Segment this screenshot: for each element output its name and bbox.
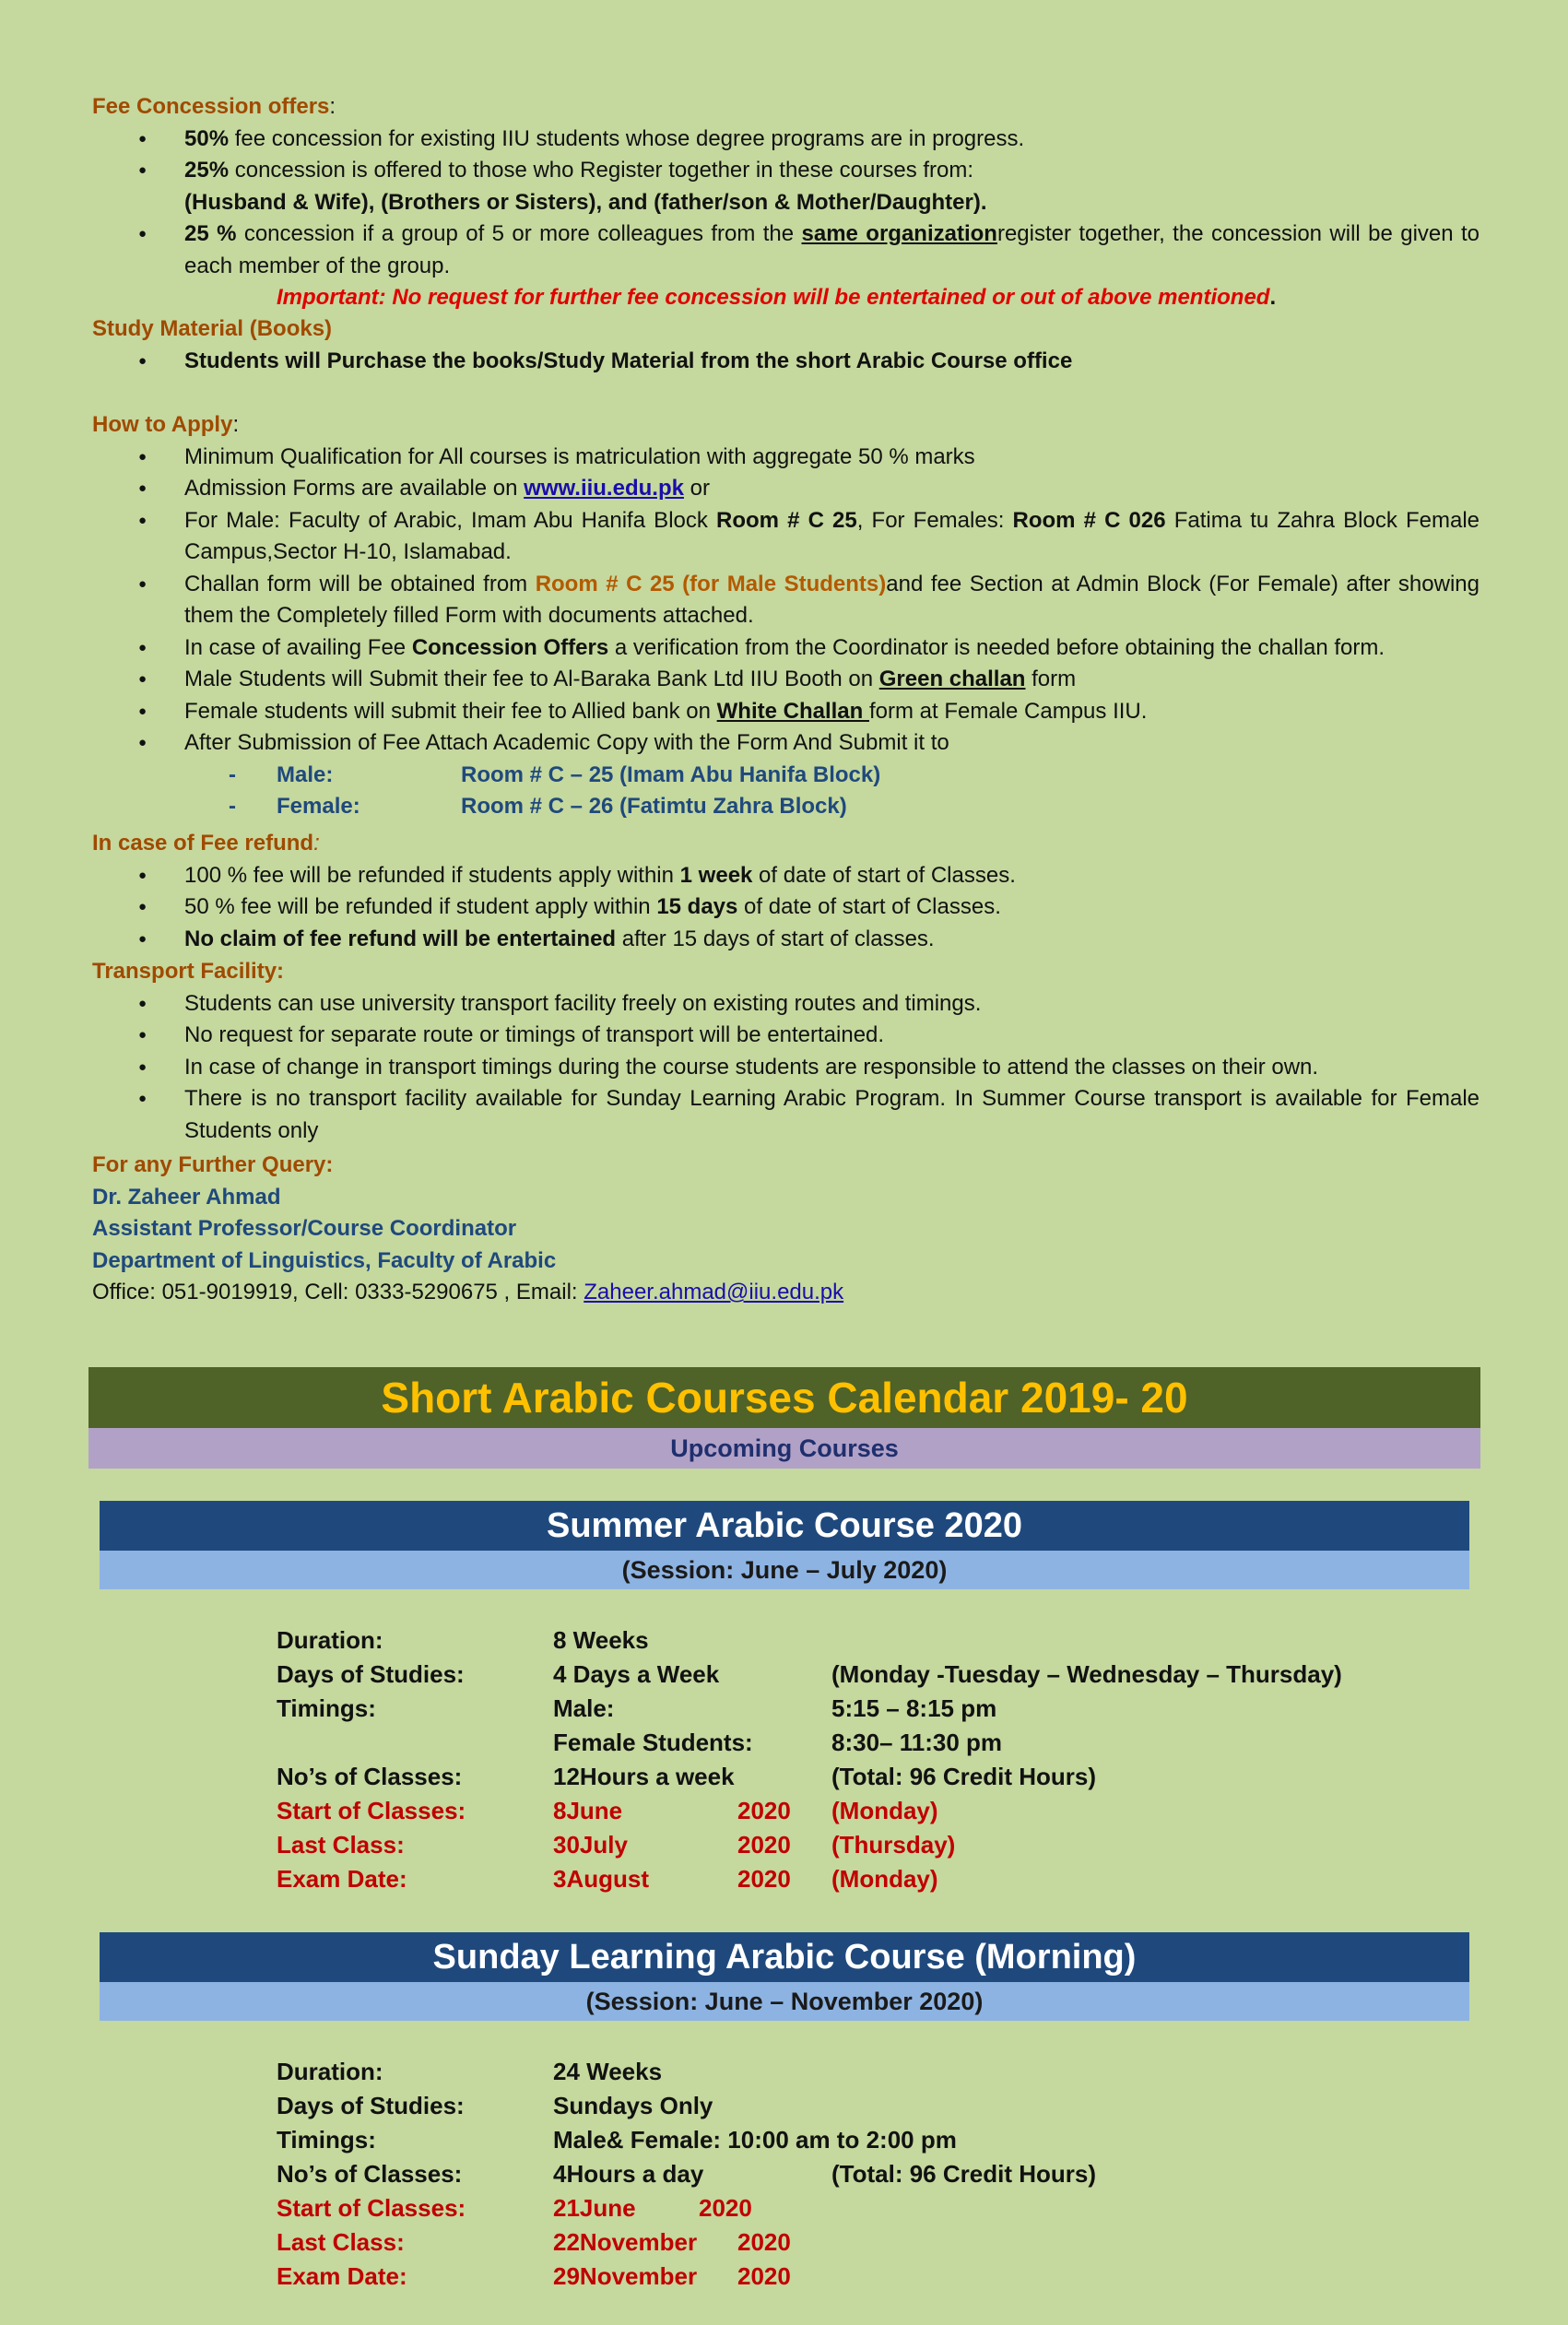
important-note: Important: No request for further fee concession will be entertained or out of above mentioned. bbox=[277, 285, 1277, 310]
summer-course-title: Summer Arabic Course 2020 bbox=[100, 1501, 1469, 1551]
how-to-apply-header: How to Apply: bbox=[92, 412, 240, 437]
calendar-subtitle: Upcoming Courses bbox=[88, 1428, 1480, 1469]
contact-header: For any Further Query: bbox=[92, 1152, 334, 1177]
list-item: ● Challan form will be obtained from Room # C 25 (for Male Students)and fee Section at Admin Block (For Female) after showing them the Completely filled Form with documents attached. bbox=[92, 569, 1480, 632]
list-item: ● After Submission of Fee Attach Academic Copy with the Form And Submit it to bbox=[92, 727, 1480, 760]
summer-course-details bbox=[277, 1623, 1475, 1896]
fee-refund-section bbox=[92, 828, 1480, 955]
list-item: ● Male Students will Submit their fee to Al-Baraka Bank Ltd IIU Booth on Green challan form bbox=[92, 664, 1480, 696]
sunday-course-title: Sunday Learning Arabic Course (Morning) bbox=[100, 1932, 1469, 1982]
detail-row: No’s of Classes: 4Hours a day (Total: 96 Credit Hours) bbox=[277, 2160, 1096, 2188]
contact-section bbox=[92, 1150, 1480, 1309]
list-item: ● 25 % concession if a group of 5 or more colleagues from the same organizationregister together, the concession will be given to each member of the group. bbox=[92, 218, 1480, 282]
fee-refund-header: In case of Fee refund: bbox=[92, 831, 320, 856]
detail-row: Start of Classes: 8June 2020 (Monday) bbox=[277, 1797, 938, 1824]
list-item: ● For Male: Faculty of Arabic, Imam Abu Hanifa Block Room # C 25, For Females: Room # C 026 Fatima tu Zahra Block Female Campus,Sector H-10, Islamabad. bbox=[92, 505, 1480, 569]
list-item: ● In case of change in transport timings during the course students are responsible to attend the classes on their own. bbox=[92, 1052, 1480, 1084]
detail-row: Duration: 8 Weeks bbox=[277, 1626, 649, 1654]
how-to-apply-section bbox=[92, 409, 1480, 823]
list-item: ● There is no transport facility available for Sunday Learning Arabic Program. In Summer Course transport is available for Female Students only bbox=[92, 1083, 1480, 1147]
calendar-banner bbox=[88, 1367, 1480, 1469]
list-item: ● Students will Purchase the books/Study Material from the short Arabic Course office bbox=[92, 346, 1480, 378]
detail-row: No’s of Classes: 12Hours a week (Total: 96 Credit Hours) bbox=[277, 1763, 1096, 1790]
detail-row: Duration: 24 Weeks bbox=[277, 2058, 663, 2085]
detail-row: Exam Date: 29November 2020 bbox=[277, 2262, 791, 2290]
detail-row: Timings: Male: 5:15 – 8:15 pm bbox=[277, 1694, 997, 1722]
study-material-header: Study Material (Books) bbox=[92, 316, 333, 341]
contact-office: Office: 051-9019919, Cell: 0333-5290675 , Email: Zaheer.ahmad@iiu.edu.pk bbox=[92, 1280, 844, 1304]
contact-department: Department of Linguistics, Faculty of Arabic bbox=[92, 1247, 557, 1273]
contact-title: Assistant Professor/Course Coordinator bbox=[92, 1216, 517, 1241]
detail-row: Last Class: 30July 2020 (Thursday) bbox=[277, 1831, 956, 1859]
sunday-course-header bbox=[100, 1932, 1469, 2021]
list-item: ● 50% fee concession for existing IIU students whose degree programs are in progress. bbox=[92, 124, 1480, 156]
list-item: ● In case of availing Fee Concession Offers a verification from the Coordinator is needed before obtaining the challan form. bbox=[92, 632, 1480, 665]
fee-concession-section bbox=[92, 91, 1480, 314]
detail-row: Female Students: 8:30– 11:30 pm bbox=[553, 1729, 1003, 1756]
fee-concession-header: Fee Concession offers: bbox=[92, 94, 336, 119]
sunday-course-session: (Session: June – November 2020) bbox=[100, 1982, 1469, 2021]
study-material-section bbox=[92, 313, 1480, 377]
detail-row: Last Class: 22November 2020 bbox=[277, 2228, 791, 2256]
list-item: ● Minimum Qualification for All courses is matriculation with aggregate 50 % marks bbox=[92, 442, 1480, 474]
female-submit-room: - Female: Room # C – 26 (Fatimtu Zahra Block) bbox=[229, 794, 847, 819]
calendar-title: Short Arabic Courses Calendar 2019- 20 bbox=[88, 1367, 1480, 1428]
sunday-course-details bbox=[277, 2055, 1475, 2294]
summer-course-header bbox=[100, 1501, 1469, 1589]
contact-name: Dr. Zaheer Ahmad bbox=[92, 1184, 281, 1210]
list-item: ● Admission Forms are available on www.iiu.edu.pk or bbox=[92, 473, 1480, 505]
detail-row: Start of Classes: 21June 2020 bbox=[277, 2194, 752, 2222]
list-item: ● 25% concession is offered to those who Register together in these courses from: (Husband & Wife), (Brothers or Sisters), and (father/son & Mother/Daughter). bbox=[92, 155, 1480, 218]
detail-row: Exam Date: 3August 2020 (Monday) bbox=[277, 1865, 938, 1893]
list-item: ● No request for separate route or timings of transport will be entertained. bbox=[92, 1020, 1480, 1052]
transport-section bbox=[92, 956, 1480, 1147]
detail-row: Days of Studies: 4 Days a Week (Monday -Tuesday – Wednesday – Thursday) bbox=[277, 1660, 1342, 1688]
transport-header: Transport Facility: bbox=[92, 959, 285, 984]
list-item: ● No claim of fee refund will be entertained after 15 days of start of classes. bbox=[92, 924, 1480, 956]
list-item: ● Students can use university transport facility freely on existing routes and timings. bbox=[92, 988, 1480, 1021]
list-item: ● 100 % fee will be refunded if students apply within 1 week of date of start of Classes. bbox=[92, 860, 1480, 892]
website-link[interactable]: www.iiu.edu.pk bbox=[524, 476, 684, 501]
detail-row: Days of Studies: Sundays Only bbox=[277, 2092, 713, 2119]
list-item: ● 50 % fee will be refunded if student apply within 15 days of date of start of Classes. bbox=[92, 891, 1480, 924]
male-submit-room: - Male: Room # C – 25 (Imam Abu Hanifa Block) bbox=[229, 761, 881, 787]
summer-course-session: (Session: June – July 2020) bbox=[100, 1551, 1469, 1589]
email-link[interactable]: Zaheer.ahmad@iiu.edu.pk bbox=[584, 1280, 844, 1304]
detail-row: Timings: Male& Female: 10:00 am to 2:00 pm bbox=[277, 2126, 957, 2154]
list-item: ● Female students will submit their fee to Allied bank on White Challan form at Female Campus IIU. bbox=[92, 696, 1480, 728]
